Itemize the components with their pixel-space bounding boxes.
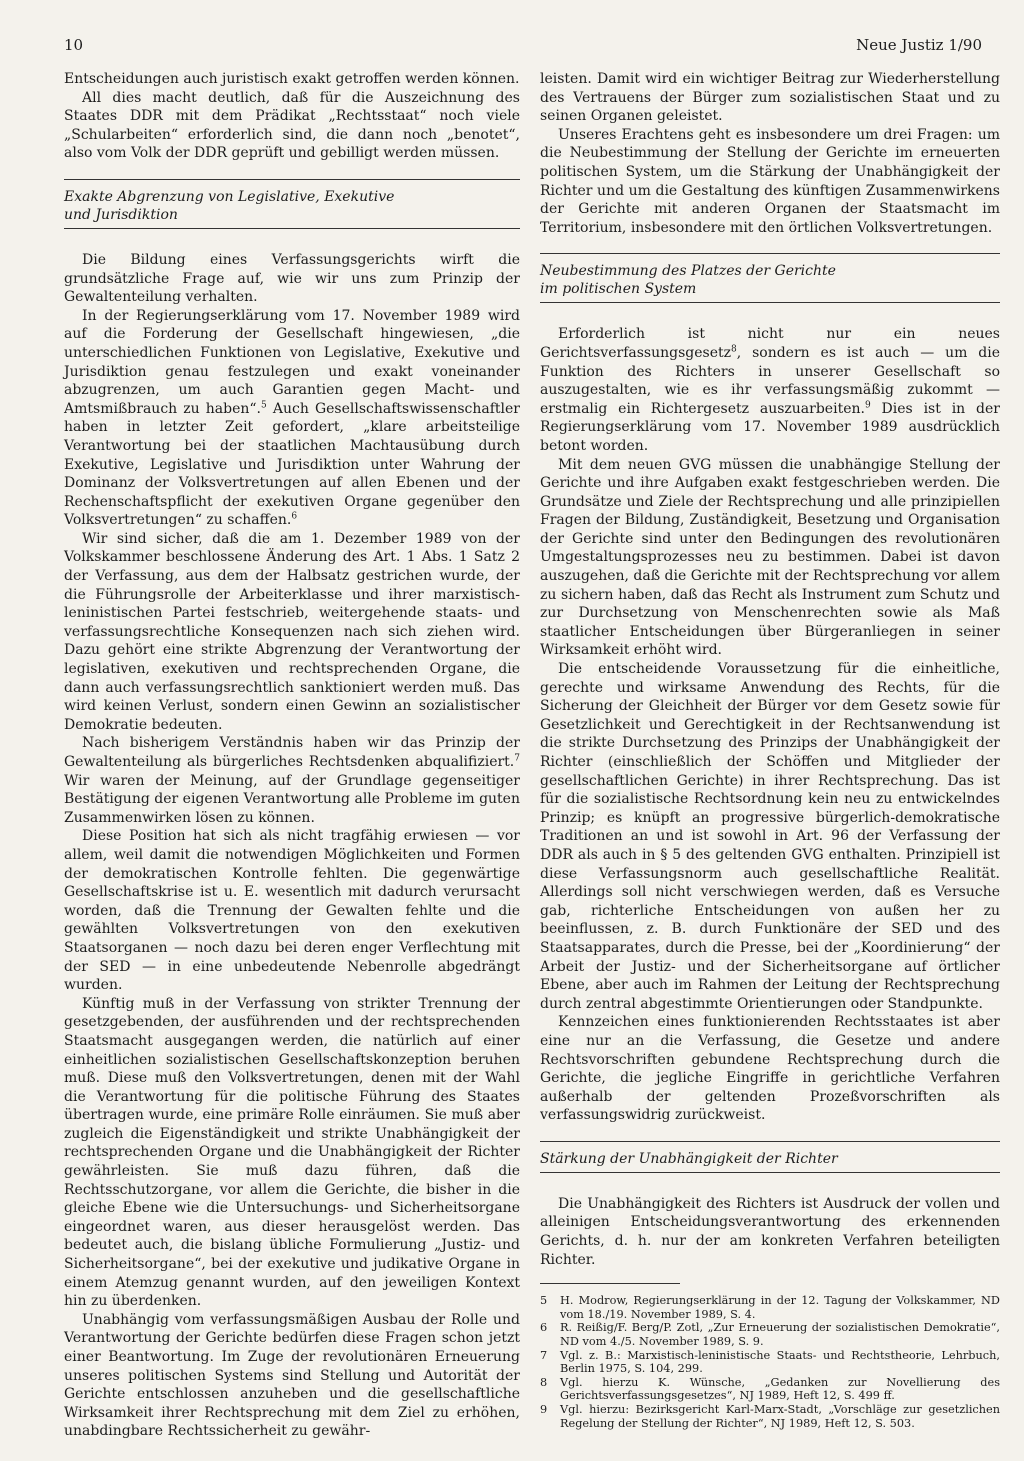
footnote-text: Vgl. z. B.: Marxistisch-leninistische Staats- und Rechtstheorie, Lehrbuch, Berlin 1975, S. 104, 299. — [560, 1348, 1000, 1376]
section-heading-line: Exakte Abgrenzung von Legislative, Exekutive — [64, 188, 395, 205]
paragraph: Die Bildung eines Verfassungsgerichts wirft die grundsätzliche Frage auf, wie wir uns zum Prinzip der Gewaltenteilung verhalten. — [64, 251, 520, 306]
footnote-text: R. Reißig/F. Berg/P. Zotl, „Zur Erneuerung der sozialistischen Demokratie“, ND vom 4./5. November 1989, S. 9. — [560, 1321, 1000, 1349]
paragraph: Unabhängig vom verfassungsmäßigen Ausbau der Rolle und Verantwortung der Gerichte bedürfen diese Fragen schon jetzt einer Beantwortung. Im Zuge der revolutionären Erneuerung unseres politischen Systems sind Stellung und Autorität der Gerichte entschlossen anzuheben und die gesellschaftliche Wirksamkeit ihrer Rechtsprechung mit dem Ziel zu erhöhen, unabdingbare Rechtssicherheit zu gewähr- — [64, 1311, 520, 1440]
paragraph: Kennzeichen eines funktionierenden Rechtsstaates ist aber eine nur an die Verfassung, die Gesetze und andere Rechtsvorschriften gebundene Rechtsprechung durch die Gerichte, die jegliche Eingriffe in gerichtliche Verfahren außerhalb der geltenden Prozeßvorschriften als verfassungswidrig zurückweist. — [540, 1014, 1000, 1124]
page-number: 10 — [64, 36, 84, 54]
paragraph: Die entscheidende Voraussetzung für die einheitliche, gerechte und wirksame Anwendung des Rechts, für die Sicherung der Gleichheit der Bürger vor dem Gesetz sowie für Gesetzlichkeit und Gerechtigkeit in der Rechtsanwendung ist die strikte Durchsetzung des Prinzips der Unabhängigkeit der Richter (einschließlich der Schöffen und Mitglieder der gesellschaftlichen Gerichte) in ihrer Rechtsprechung. Das ist für die sozialistische Rechtsordnung kein neu zu entwickelndes Prinzip; es knüpft an progressive bürgerlich-demokratische Traditionen an und ist sowohl in Art. 96 der Verfassung der DDR als auch in § 5 des geltenden GVG enthalten. Prinzipiell ist diese Verfassungsnorm auch gesellschaftliche Realität. Allerdings soll nicht verschwiegen werden, daß es Versuche gab, richterliche Entscheidungen von außen her zu beeinflussen, z. B. durch Funktionäre der SED und des Staatsapparates, durch die Presse, bei der „Koordinierung“ der Arbeit der Justiz- und der Sicherheitsorgane auf örtlicher Ebene, aber auch im Rahmen der Leitung der Rechtsprechung durch zentral abgestimmte Orientierungen oder Standpunkte. — [540, 661, 1000, 1012]
paragraph: Die Unabhängigkeit des Richters ist Ausdruck der vollen und alleinigen Entscheidungsverantwortung des erkennenden Gerichts, d. h. nur der am konkreten Verfahren beteiligten Richter. — [540, 1195, 1000, 1268]
journal-title: Neue Justiz 1/90 — [856, 36, 982, 54]
footnote-text: H. Modrow, Regierungserklärung in der 12. Tagung der Volkskammer, ND vom 18./19. November 1989, S. 4. — [560, 1294, 1000, 1321]
section-heading-line: Neubestimmung des Platzes der Gerichte — [540, 263, 836, 280]
paragraph: Erforderlich ist nicht nur ein neues Gerichtsverfassungsgesetz$^8$, sondern es ist auch — um die Funktion des Richters in unserer Gesellschaft so auszugestalten, wie es ihr verfassungsmäßig zukommt — erstmalig ein Richtergesetz auszuarbeiten.$^9$ Dies ist in der Regierungserklärung vom 17. November 1989 ausdrücklich betont worden. — [540, 326, 1000, 454]
paragraph: leisten. Damit wird ein wichtiger Beitrag zur Wiederherstellung des Vertrauens der Bürger zum sozialistischen Staat und zu seinen Organen geleistet. — [540, 71, 1000, 125]
footnote-number: 6 — [540, 1321, 548, 1335]
section-heading — [64, 179, 520, 229]
footnote-text: Vgl. hierzu: Bezirksgericht Karl-Marx-Stadt, „Vorschläge zur gesetzlichen Regelung der Stellung der Richter“, NJ 1989, Heft 12, S. 503. — [560, 1403, 1000, 1430]
paragraph: Nach bisherigem Verständnis haben wir das Prinzip der Gewaltenteilung als bürgerliches Rechtsdenken abqualifiziert.$^7$ Wir waren der Meinung, auf der Grundlage gegenseitiger Bestätigung der eigenen Verantwortung alle Probleme im guten Zusammenwirken lösen zu können. — [64, 735, 520, 826]
footnote — [540, 1349, 1000, 1376]
footnote-ref[interactable]: 9 — [864, 400, 871, 411]
footnote-ref[interactable]: 6 — [291, 511, 298, 522]
right-column — [540, 70, 1000, 1430]
footnote — [540, 1321, 1000, 1348]
footnote-ref[interactable]: 7 — [514, 753, 520, 764]
paragraph: In der Regierungserklärung vom 17. November 1989 wird auf die Forderung der Gesellschaft hingewiesen, „die unterschiedlichen Funktionen von Legislative, Exekutive und Jurisdiktion genau festzulegen und exakt voneinander abzugrenzen, um auch Garantien gegen Macht- und Amtsmißbrauch zu haben“.$^5$ Auch Gesellschaftswissenschaftler haben in letzter Zeit gefordert, „klare arbeitsteilige Verantwortung bei der staatlichen Machtausübung durch Exekutive, Legislative und Jurisdiktion unter Wahrung der Dominanz der Volksvertretungen auf allen Ebenen und der Rechenschaftspflicht der exekutiven Organe gegenüber den Volksvertretungen“ zu schaffen.$^6$ — [64, 307, 520, 529]
footnote-number: 8 — [540, 1375, 548, 1389]
section-heading-line: im politischen System — [540, 281, 697, 298]
paragraph: Entscheidungen auch juristisch exakt getroffen werden können. — [64, 71, 520, 87]
left-column — [64, 70, 520, 1441]
footnote-ref[interactable]: 8 — [731, 344, 737, 355]
section-heading — [540, 253, 1000, 303]
footnote-divider — [540, 1283, 680, 1284]
footnotes — [540, 1294, 1000, 1430]
footnote-number: 9 — [540, 1403, 548, 1416]
footnote-number: 7 — [540, 1348, 548, 1362]
footnote-ref[interactable]: 5 — [261, 400, 267, 411]
paragraph: Unseres Erachtens geht es insbesondere um drei Fragen: um die Neubestimmung der Stellung der Gerichte im erneuerten politischen System, um die Stärkung der Unabhängigkeit der Richter und um die Gestaltung des künftigen Zusammenwirkens der Gerichte mit anderen Organen der Staatsmacht im Territorium, insbesondere mit den örtlichen Volksvertretungen. — [540, 126, 1000, 236]
footnote — [540, 1294, 1000, 1321]
paragraph: Diese Position hat sich als nicht tragfähig erwiesen — vor allem, weil damit die notwendigen Möglichkeiten und Formen der demokratischen Kontrolle fehlten. Die gegenwärtige Gesellschaftskrise ist u. E. wesentlich mit dadurch verursacht worden, daß die Trennung der Gewalten fehlte und die gewählten Volksvertretungen von den exekutiven Staatsorganen — noch dazu bei deren enger Verflechtung mit der SED — in eine unbedeutende Nebenrolle abgedrängt wurden. — [64, 828, 520, 994]
section-heading-line: und Jurisdiktion — [64, 206, 178, 223]
paragraph: Mit dem neuen GVG müssen die unabhängige Stellung der Gerichte und ihre Aufgaben exakt festgeschrieben werden. Die Grundsätze und Ziele der Rechtsprechung und alle prinzipiellen Fragen der Bildung, Zuständigkeit, Besetzung und Organisation der Gerichte sind unter den Bedingungen des revolutionären Umgestaltungsprozesses neu zu bestimmen. Dabei ist davon auszugehen, daß die Gerichte mit der Rechtsprechung vor allem zu sichern haben, daß das Recht als Instrument zum Schutz und zur Durchsetzung von Menschenrechten sowie als Maß staatlicher Entscheidungen über Bürgeranliegen in seiner Wirksamkeit erhöht wird. — [540, 456, 1000, 659]
paragraph: Künftig muß in der Verfassung von strikter Trennung der gesetzgebenden, der ausführenden und der rechtsprechenden Staatsmacht ausgegangen werden, die natürlich auf einer einheitlichen sozialistischen Gesellschaftskonzeption beruhen muß. Diese muß den Volksvertretungen, denen mit der Wahl die Verantwortung für die politische Führung des Staates übertragen wurde, eine primäre Rolle einräumen. Sie muß aber zugleich die Eigenständigkeit und strikte Unabhängigkeit der rechtsprechenden Organe und die Unabhängigkeit der Richter gewährleisten. Sie muß dazu führen, daß die Rechtsschutzorgane, vor allem die Gerichte, die bisher in die gleiche Ebene wie die Untersuchungs- und Sicherheitsorgane eingeordnet waren, aus dieser herausgelöst werden. Das bedeutet auch, die bislang übliche Formulierung „Justiz- und Sicherheitsorgane“, bei der exekutive und judikative Organe in einem Atemzug genannt wurden, auf den jeweiligen Kontext hin zu überdenken. — [64, 995, 520, 1310]
footnote-number: 5 — [540, 1294, 548, 1308]
section-heading — [540, 1141, 1000, 1173]
paragraph: All dies macht deutlich, daß für die Auszeichnung des Staates DDR mit dem Prädikat „Rechtsstaat“ noch viele „Schularbeiten“ erforderlich sind, die dann noch „benotet“, also vom Volk der DDR geprüft und gebilligt werden müssen. — [64, 89, 520, 162]
footnote — [540, 1376, 1000, 1403]
section-heading-line: Stärkung der Unabhängigkeit der Richter — [540, 1150, 838, 1167]
paragraph: Wir sind sicher, daß die am 1. Dezember 1989 von der Volkskammer beschlossene Änderung des Art. 1 Abs. 1 Satz 2 der Verfassung, aus dem der Halbsatz gestrichen wurde, der die Führungsrolle der Arbeiterklasse und ihrer marxistisch-leninistischen Partei festschrieb, weitergehende staats- und verfassungsrechtliche Konsequenzen nach sich ziehen wird. Dazu gehört eine strikte Abgrenzung der Verantwortung der legislativen, exekutiven und rechtsprechenden Organe, die dann auch verfassungsrechtlich sanktioniert werden muß. Das wird keinen Verlust, sondern einen Gewinn an sozialistischer Demokratie bedeuten. — [64, 530, 520, 733]
footnote-text: Vgl. hierzu K. Wünsche, „Gedanken zur Novellierung des Gerichtsverfassungsgesetzes“, NJ 1989, Heft 12, S. 499 ff. — [560, 1375, 1000, 1403]
footnote — [540, 1403, 1000, 1430]
